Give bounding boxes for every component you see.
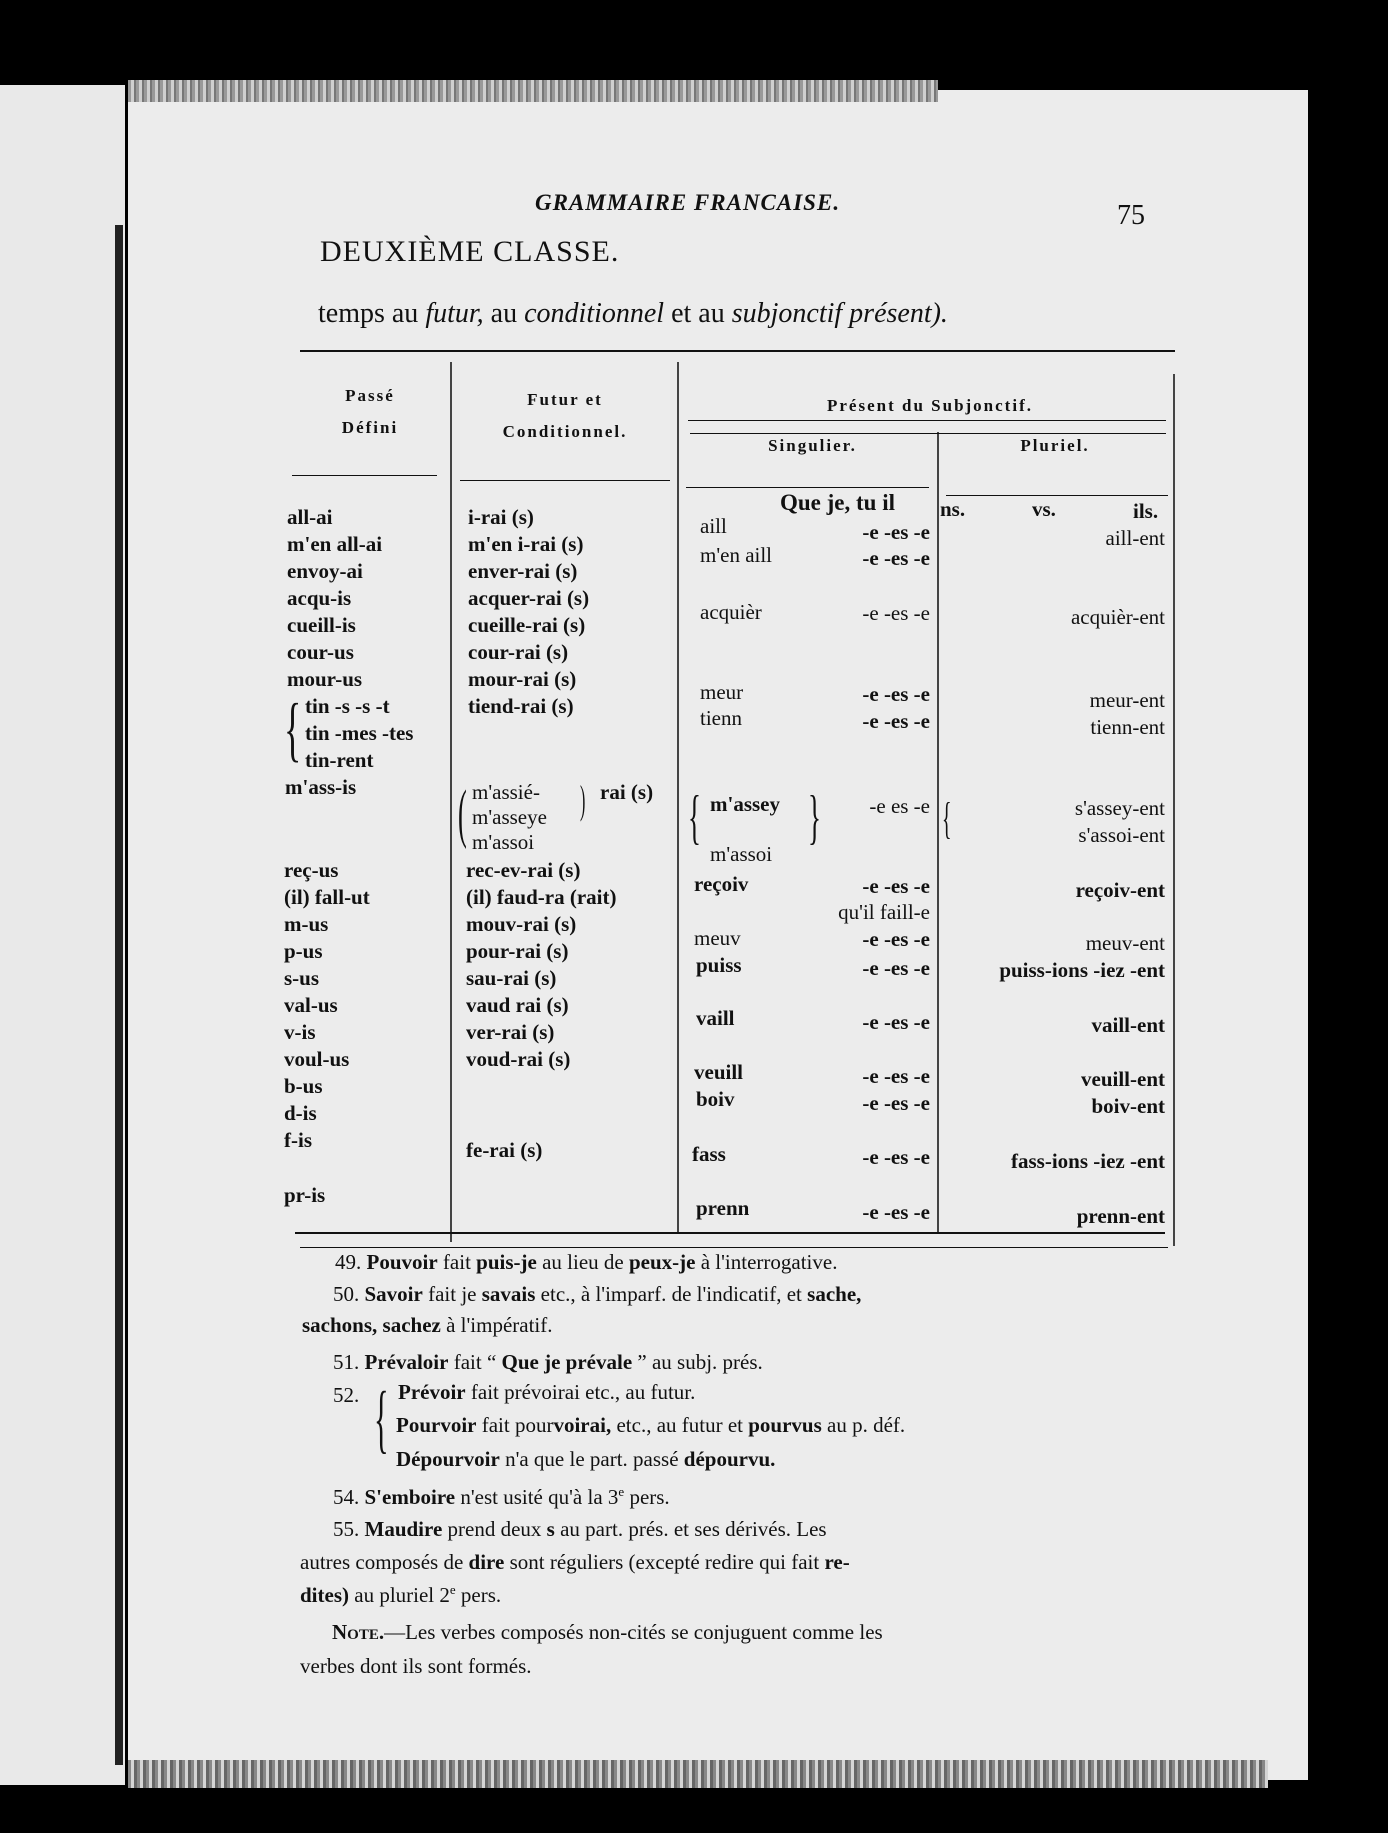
sing-stem: tienn: [700, 706, 742, 730]
passe-cell: (il) fall-ut: [284, 885, 370, 909]
brace-glyph: }: [808, 784, 821, 850]
note-term: puis-je: [476, 1250, 537, 1274]
futur-cell: mour-rai (s): [468, 667, 577, 691]
plural-cell: prenn-ent: [1076, 1204, 1165, 1228]
note-text: etc., au futur.: [579, 1380, 696, 1404]
note-text: e: [618, 1484, 625, 1499]
note-text: pers.: [624, 1485, 670, 1509]
sing-stem: reçoiv: [694, 872, 749, 896]
note-text: fait “: [448, 1350, 502, 1374]
futur-cell: i-rai (s): [468, 505, 534, 529]
plural-cell: meuv-ent: [1085, 931, 1165, 955]
futur-cell: fe-rai (s): [466, 1138, 543, 1162]
note-text: n'est usité qu'à la 3: [455, 1485, 619, 1509]
note-55-cont2: [300, 1582, 501, 1608]
note-term: S'emboire: [364, 1485, 456, 1509]
note-text: pers.: [455, 1583, 502, 1607]
note-49: [335, 1250, 837, 1275]
passe-cell: tin-rent: [305, 748, 374, 772]
brace-glyph: {: [374, 1377, 389, 1461]
note-text: fait je: [422, 1282, 482, 1306]
note-text: au lieu de: [536, 1250, 629, 1274]
note-term: Prévaloir: [364, 1350, 449, 1374]
hdr-rule-1: [292, 475, 437, 476]
plural-cell: vaill-ent: [1091, 1013, 1165, 1037]
passe-cell: envoy-ai: [287, 559, 363, 583]
sing-ending: -e -es -e: [862, 1064, 930, 1088]
passe-cell: v-is: [284, 1020, 316, 1044]
sing-stem: m'assoi: [710, 842, 773, 866]
sing-stem: meur: [700, 680, 744, 704]
note-term: re-: [824, 1550, 850, 1574]
note-term: sachons, sachez: [302, 1313, 441, 1337]
futur-cell: tiend-rai (s): [468, 694, 574, 718]
passe-cell: s-us: [284, 966, 320, 990]
note-52a: [398, 1380, 695, 1405]
futur-cell: cour-rai (s): [468, 640, 569, 664]
note-term: s: [546, 1517, 555, 1541]
note-55: [333, 1517, 827, 1542]
passe-cell: cueill-is: [287, 613, 356, 637]
note-term: Note.: [332, 1620, 385, 1644]
brace-glyph: {: [284, 689, 302, 769]
hdr-rule-4: [946, 495, 1168, 496]
col-rule-4: [1173, 374, 1175, 1246]
note-term: dites): [300, 1583, 349, 1607]
note-final: [332, 1620, 883, 1645]
futur-cell: cueille-rai (s): [468, 613, 586, 637]
sing-ending: -e -es -e: [862, 601, 930, 625]
note-term: Dépourvoir: [396, 1447, 500, 1471]
note-text: autres composés de: [300, 1550, 469, 1574]
sing-ending: -e -es -e: [862, 874, 930, 898]
brace-glyph: {: [688, 784, 701, 850]
futur-cell: pour-rai (s): [466, 939, 569, 963]
passe-cell: val-us: [284, 993, 338, 1017]
note-text: au pluriel 2: [349, 1583, 450, 1607]
plural-cell: s'assoi-ent: [1078, 823, 1165, 847]
col-header-pluriel: Pluriel.: [1020, 436, 1090, 455]
note-52c: [396, 1447, 775, 1472]
note-text: fait: [465, 1380, 505, 1404]
subhead-vs: vs.: [1032, 497, 1056, 521]
note-final-cont: verbes dont ils sont formés.: [300, 1654, 532, 1678]
hdr-rule-2: [460, 480, 670, 481]
sing-ending: -e es -e: [869, 794, 930, 818]
note-text: prévoirai: [504, 1380, 580, 1404]
col-header-defini: Défini: [341, 418, 399, 437]
intro-line: [318, 298, 948, 330]
note-51: [333, 1350, 763, 1375]
passe-cell: tin -s -s -t: [305, 694, 390, 718]
note-term: sache,: [807, 1282, 862, 1306]
futur-cell: acquer-rai (s): [468, 586, 590, 610]
subhead-singulier: Que je, tu il: [780, 490, 895, 515]
col-header-passe: Passé: [345, 386, 395, 405]
sing-ending: -e -es -e: [862, 682, 930, 706]
note-number: 50.: [333, 1282, 360, 1306]
note-text: fait pour: [476, 1413, 554, 1437]
note-term: Savoir: [364, 1282, 423, 1306]
futur-cell: m'assoi: [472, 830, 535, 854]
plural-cell: puiss-ions -iez -ent: [999, 958, 1165, 982]
sing-stem: acquièr: [700, 600, 762, 624]
sing-ending: -e -es -e: [862, 927, 930, 951]
futur-cell: m'asseye: [472, 805, 547, 829]
table-bottom-rule-2: [300, 1247, 1168, 1248]
brace-glyph: (: [458, 777, 467, 850]
passe-cell: b-us: [284, 1074, 323, 1098]
intro-subjonctif: subjonctif présent).: [731, 298, 948, 329]
col-header-conditionnel: Conditionnel.: [502, 422, 628, 441]
note-term: savais: [481, 1282, 536, 1306]
plural-cell: s'assey-ent: [1074, 796, 1165, 820]
sing-ending: -e -es -e: [862, 520, 930, 544]
futur-cell: sau-rai (s): [466, 966, 557, 990]
col-header-futur: Futur et: [527, 390, 603, 409]
binding-edge: [115, 225, 123, 1765]
sing-ending: -e -es -e: [862, 1091, 930, 1115]
sing-stem: boiv: [696, 1087, 735, 1111]
col-header-present: Présent du Subjonctif.: [827, 396, 1033, 415]
sing-stem: puiss: [696, 953, 742, 977]
note-term: Maudire: [364, 1517, 443, 1541]
intro-futur: futur,: [425, 298, 484, 329]
note-50-cont: [302, 1313, 553, 1338]
subhead-ils: ils.: [1133, 499, 1159, 523]
note-term: voirai,: [553, 1413, 612, 1437]
note-term: peux-je: [628, 1250, 696, 1274]
passe-cell: d-is: [284, 1101, 317, 1125]
note-text: —Les verbes composés non-cités se conjuguent comme les: [384, 1620, 883, 1644]
plural-cell: reçoiv-ent: [1075, 878, 1165, 902]
table-bottom-rule: [295, 1232, 1165, 1234]
passe-cell: mour-us: [287, 667, 363, 691]
table-top-rule: [300, 350, 1175, 352]
singpl-rule: [690, 433, 1166, 434]
present-rule: [688, 420, 1166, 421]
sing-stem: fass: [692, 1142, 726, 1166]
futur-cell: enver-rai (s): [468, 559, 578, 583]
note-text: fait: [437, 1250, 477, 1274]
futur-cell: rec-ev-rai (s): [466, 858, 581, 882]
note-text: prend deux: [442, 1517, 547, 1541]
note-term: Que je prévale: [501, 1350, 633, 1374]
note-text: à l'interrogative.: [695, 1250, 838, 1274]
futur-cell: vaud rai (s): [466, 993, 569, 1017]
futur-cell: mouv-rai (s): [466, 912, 577, 936]
intro-text: temps au: [318, 298, 426, 329]
plural-cell: boiv-ent: [1091, 1094, 1165, 1118]
note-number: 51.: [333, 1350, 360, 1374]
sing-stem: m'assey: [710, 792, 780, 816]
scan-artifact-top: [128, 80, 938, 102]
passe-cell: p-us: [284, 939, 323, 963]
note-text: n'a que le part. passé: [499, 1447, 684, 1471]
futur-cell: voud-rai (s): [466, 1047, 571, 1071]
passe-cell: all-ai: [287, 505, 333, 529]
col-rule-2: [677, 362, 679, 1232]
note-number: 55.: [333, 1517, 360, 1541]
note-54: [333, 1484, 670, 1510]
plural-cell: acquièr-ent: [1070, 605, 1165, 629]
facing-page-edge: [0, 85, 125, 1785]
brace-glyph: ): [580, 777, 586, 822]
scan-artifact-bottom: [128, 1760, 1268, 1788]
plural-cell: aill-ent: [1105, 526, 1165, 550]
note-term: Prévoir: [398, 1380, 466, 1404]
note-number: 54.: [333, 1485, 360, 1509]
passe-cell: voul-us: [284, 1047, 350, 1071]
sing-ending: -e -es -e: [862, 1010, 930, 1034]
note-text: etc., au futur et: [611, 1413, 749, 1437]
brace-glyph: {: [942, 794, 952, 843]
sing-ending: qu'il faill-e: [838, 900, 930, 924]
sing-ending: -e -es -e: [862, 956, 930, 980]
intro-text: et au: [664, 298, 732, 329]
note-55-cont: [300, 1550, 850, 1575]
sing-stem: meuv: [694, 926, 741, 950]
hdr-rule-3: [686, 487, 929, 488]
sing-stem: m'en aill: [700, 543, 773, 567]
note-text: au p. déf.: [821, 1413, 906, 1437]
plural-cell: tienn-ent: [1090, 715, 1165, 739]
note-text: etc., à l'imparf. de l'indicatif, et: [535, 1282, 808, 1306]
sing-stem: vaill: [696, 1006, 735, 1030]
passe-cell: acqu-is: [287, 586, 352, 610]
plural-cell: meur-ent: [1089, 688, 1165, 712]
subhead-ns: ns.: [940, 497, 966, 521]
running-head: GRAMMAIRE FRANCAISE.: [535, 190, 841, 215]
sing-stem: prenn: [696, 1196, 750, 1220]
note-text: e: [449, 1582, 456, 1597]
sing-stem: aill: [700, 514, 727, 538]
passe-cell: m-us: [284, 912, 329, 936]
passe-cell: m'ass-is: [285, 775, 357, 799]
sing-ending: -e -es -e: [862, 709, 930, 733]
passe-cell: f-is: [284, 1128, 312, 1152]
intro-conditionnel: conditionnel: [524, 298, 665, 329]
sing-ending: -e -es -e: [862, 1200, 930, 1224]
sing-stem: veuill: [694, 1060, 744, 1084]
passe-cell: reç-us: [284, 858, 339, 882]
passe-cell: tin -mes -tes: [305, 721, 414, 745]
sing-ending: -e -es -e: [862, 546, 930, 570]
plural-cell: veuill-ent: [1081, 1067, 1165, 1091]
note-term: dépourvu.: [683, 1447, 776, 1471]
class-title: DEUXIÈME CLASSE.: [320, 235, 620, 268]
note-term: dire: [468, 1550, 505, 1574]
note-term: pourvus: [748, 1413, 822, 1437]
note-50: [333, 1282, 861, 1307]
passe-cell: pr-is: [284, 1183, 326, 1207]
col-rule-1: [450, 362, 452, 1242]
futur-cell: (il) faud-ra (rait): [466, 885, 617, 909]
plural-cell: fass-ions -iez -ent: [1011, 1149, 1165, 1173]
note-52b: [396, 1413, 905, 1438]
note-text: au part. prés. et ses dérivés. Les: [554, 1517, 827, 1541]
sing-ending: -e -es -e: [862, 1145, 930, 1169]
note-text: sont réguliers (excepté redire qui fait: [504, 1550, 825, 1574]
col-header-singulier: Singulier.: [768, 436, 857, 455]
note-text: à l'impératif.: [440, 1313, 553, 1337]
futur-cell: m'assié-: [472, 780, 540, 804]
note-term: Pourvoir: [396, 1413, 477, 1437]
futur-cell: m'en i-rai (s): [468, 532, 584, 556]
intro-text: au: [483, 298, 525, 329]
note-52-number: 52.: [333, 1383, 360, 1407]
passe-cell: cour-us: [287, 640, 354, 664]
futur-cell: rai (s): [600, 780, 654, 804]
note-number: 49.: [335, 1250, 362, 1274]
passe-cell: m'en all-ai: [287, 532, 383, 556]
futur-cell: ver-rai (s): [466, 1020, 555, 1044]
page-number: 75: [1117, 200, 1145, 231]
note-text: ” au subj. prés.: [632, 1350, 763, 1374]
col-rule-3: [937, 432, 939, 1232]
note-term: Pouvoir: [366, 1250, 438, 1274]
